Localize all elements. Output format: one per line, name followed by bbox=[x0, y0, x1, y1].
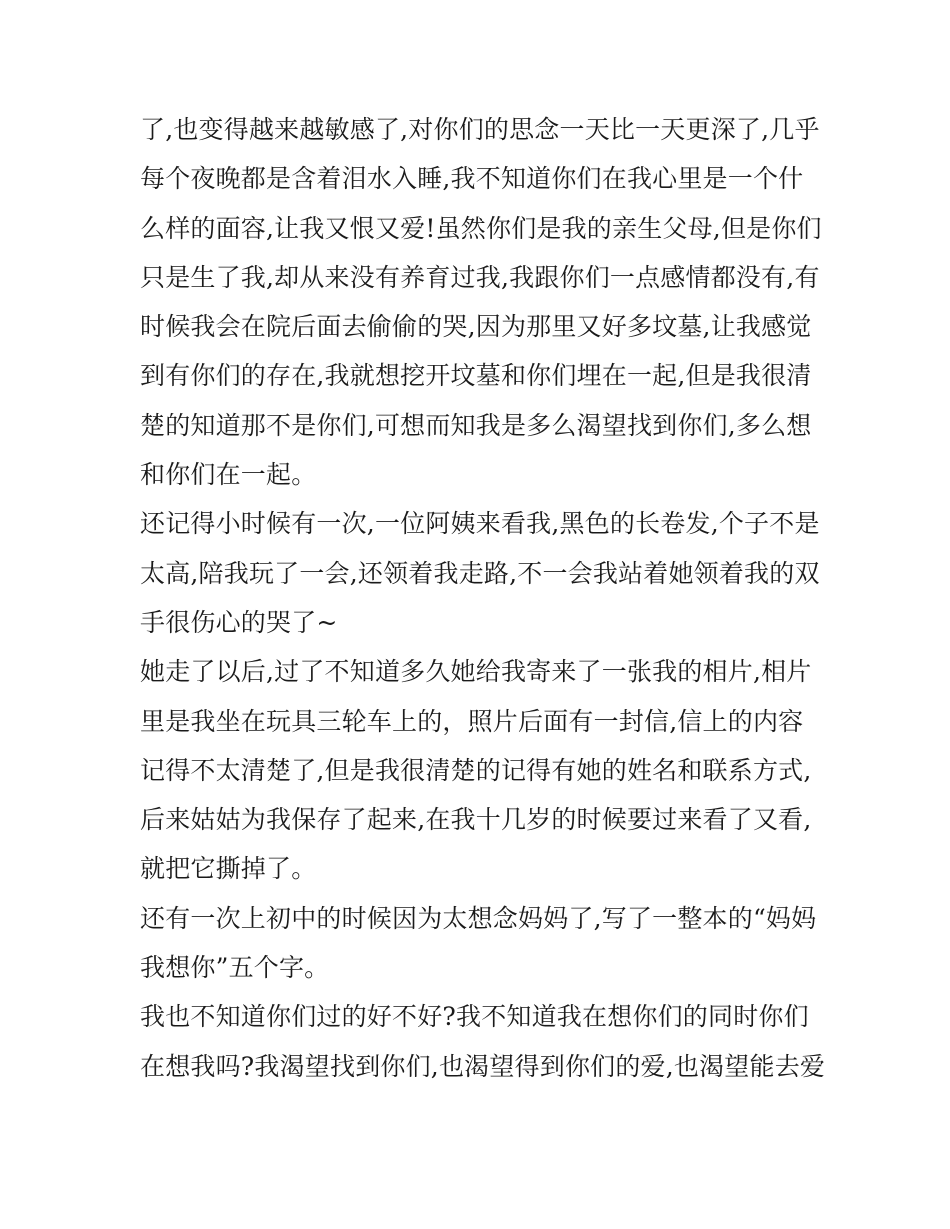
text-line: 么样的面容,让我又恨又爱!虽然你们是我的亲生父母,但是你们 bbox=[140, 213, 822, 243]
body-text bbox=[140, 105, 826, 1091]
text-line: 楚的知道那不是你们,可想而知我是多么渴望找到你们,多么想 bbox=[140, 410, 812, 440]
text-line: 手很伤心的哭了~ bbox=[140, 607, 338, 637]
text-line: 每个夜晚都是含着泪水入睡,我不知道你们在我心里是一个什 bbox=[140, 164, 804, 194]
text-line: 太高,陪我玩了一会,还领着我走路,不一会我站着她领着我的双 bbox=[140, 558, 820, 588]
text-line: 时候我会在院后面去偷偷的哭,因为那里又好多坟墓,让我感觉 bbox=[140, 312, 812, 342]
text-line: 记得不太清楚了,但是我很清楚的记得有她的姓名和联系方式, bbox=[140, 755, 812, 785]
text-line: 还有一次上初中的时候因为太想念妈妈了,写了一整本的“妈妈 bbox=[140, 903, 817, 933]
text-line: 和你们在一起。 bbox=[140, 460, 317, 490]
text-line: 她走了以后,过了不知道多久她给我寄来了一张我的相片,相片 bbox=[140, 657, 812, 687]
text-line: 我想你”五个字。 bbox=[140, 953, 330, 983]
text-line: 还记得小时候有一次,一位阿姨来看我,黑色的长卷发,个子不是 bbox=[140, 509, 820, 539]
text-line: 就把它撕掉了。 bbox=[140, 854, 317, 884]
text-line: 了,也变得越来越敏感了,对你们的思念一天比一天更深了,几乎 bbox=[140, 115, 820, 144]
text-line: 在想我吗?我渴望找到你们,也渴望得到你们的爱,也渴望能去爱 bbox=[140, 1051, 826, 1081]
text-line: 我也不知道你们过的好不好?我不知道我在想你们的同时你们 bbox=[140, 1002, 809, 1032]
text-line: 后来姑姑为我保存了起来,在我十几岁的时候要过来看了又看, bbox=[140, 805, 812, 835]
text-line: 只是生了我,却从来没有养育过我,我跟你们一点感情都没有,有 bbox=[140, 262, 820, 292]
text-line: 到有你们的存在,我就想挖开坟墓和你们埋在一起,但是我很清 bbox=[140, 361, 812, 391]
text-line: 里是我坐在玩具三轮车上的，照片后面有一封信,信上的内容 bbox=[140, 706, 804, 736]
